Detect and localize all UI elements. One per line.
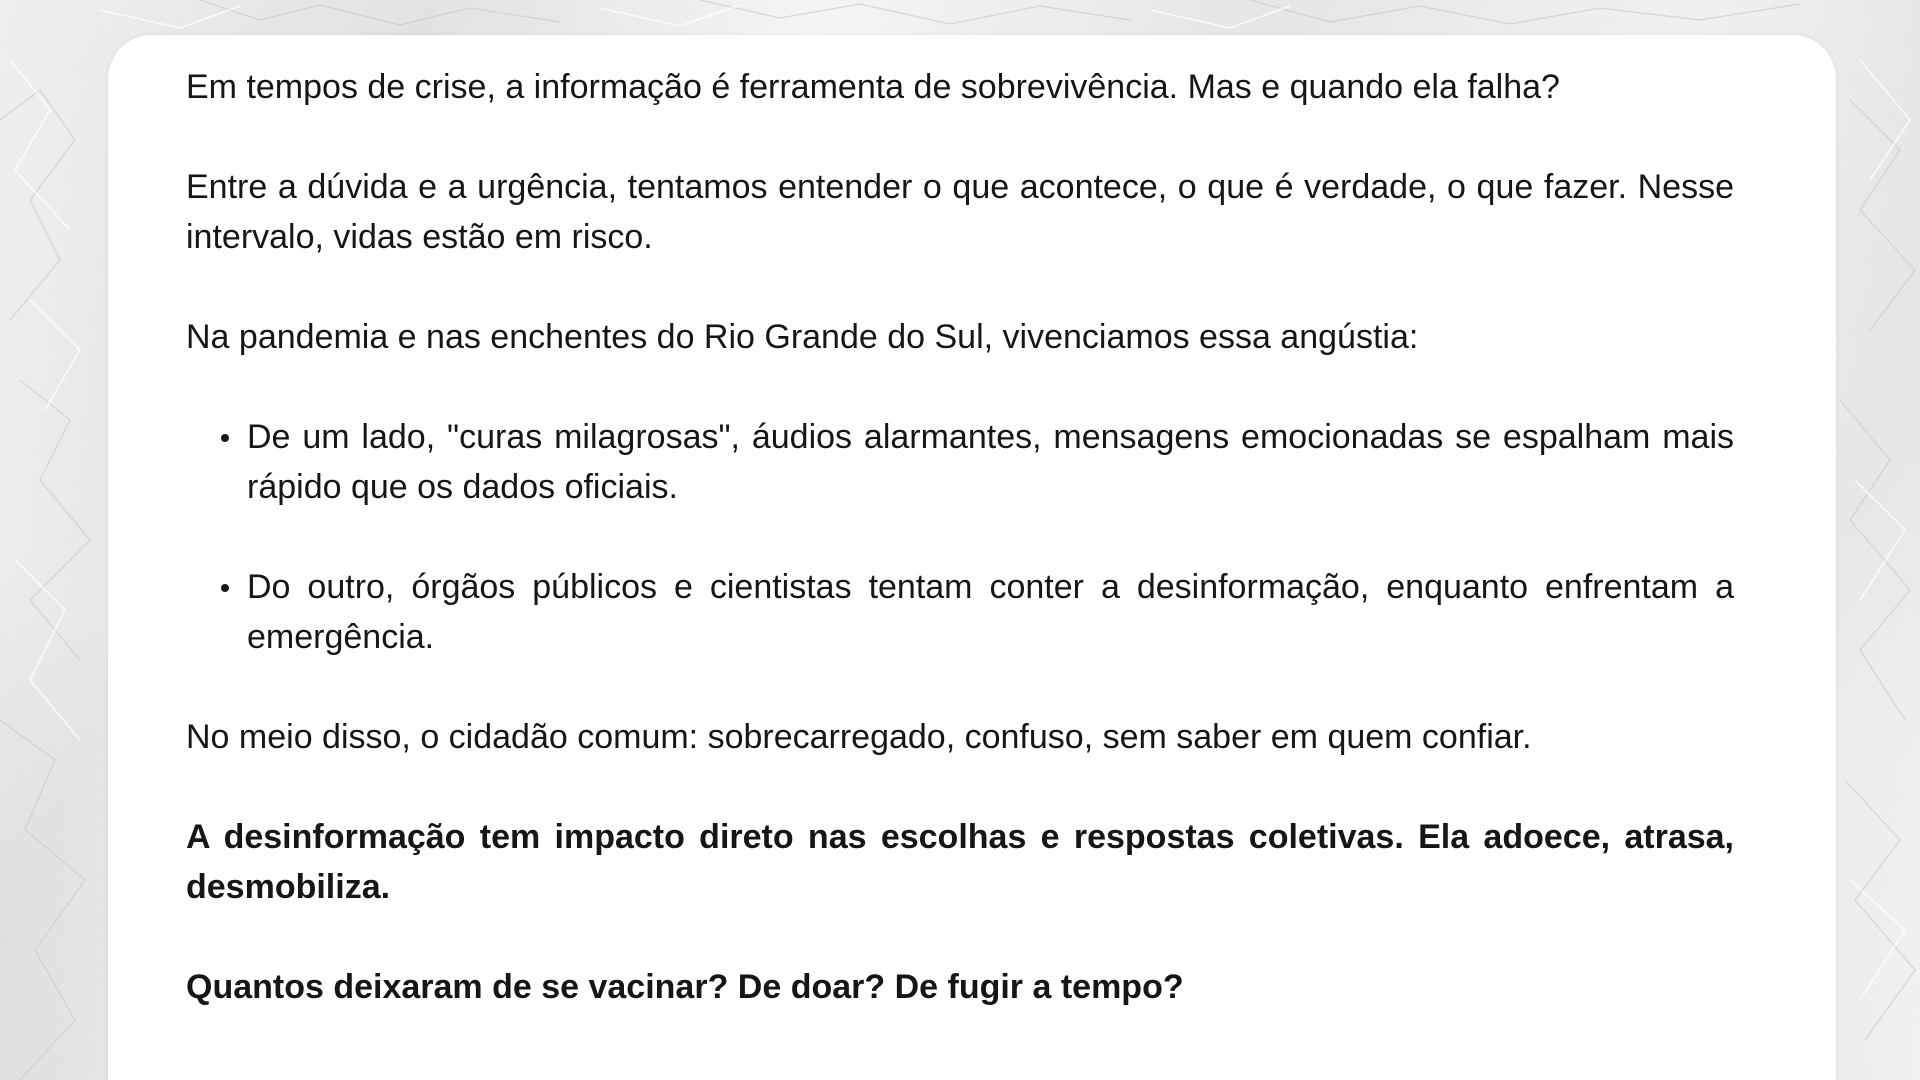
list-item-text: De um lado, "curas milagrosas", áudios alarmantes, mensagens emocionadas se espalham mais rápido que os dados oficiais. xyxy=(247,418,1734,506)
impact-statement: A desinformação tem impacto direto nas escolhas e respostas coletivas. Ela adoece, atrasa, desmobiliza. xyxy=(186,818,1734,906)
list-item-text: Do outro, órgãos públicos e cientistas tentam conter a desinformação, enquanto enfrentam a emergência. xyxy=(247,568,1734,656)
list-item xyxy=(247,562,1734,662)
questions-statement: Quantos deixaram de se vacinar? De doar? De fugir a tempo? xyxy=(186,968,1184,1006)
document-body xyxy=(186,62,1734,1062)
intro-paragraph: Em tempos de crise, a informação é ferramenta de sobrevivência. Mas e quando ela falha? xyxy=(186,68,1560,106)
list-item xyxy=(247,412,1734,512)
bullet-icon xyxy=(221,434,229,442)
doubt-paragraph: Entre a dúvida e a urgência, tentamos entender o que acontece, o que é verdade, o que fazer. Nesse intervalo, vidas estão em risco. xyxy=(186,168,1734,256)
bullet-list xyxy=(186,412,1734,662)
bullet-icon xyxy=(221,584,229,592)
context-paragraph: Na pandemia e nas enchentes do Rio Grande do Sul, vivenciamos essa angústia: xyxy=(186,318,1419,356)
citizen-paragraph: No meio disso, o cidadão comum: sobrecarregado, confuso, sem saber em quem confiar. xyxy=(186,718,1532,756)
